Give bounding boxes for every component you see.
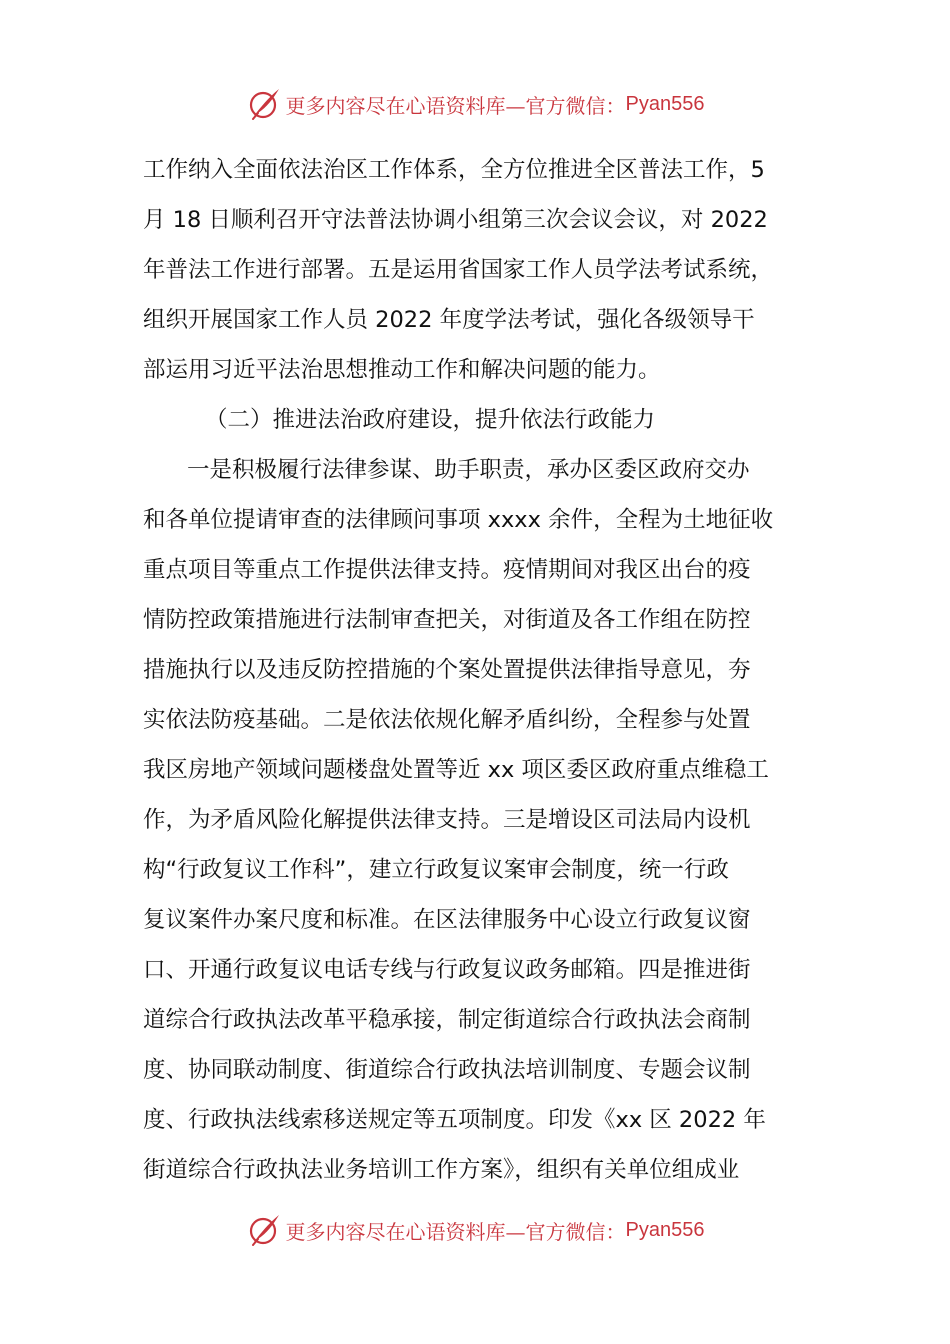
text-line: 度、行政执法线索移送规定等五项制度。印发《xx 区 2022 年 <box>143 1107 766 1133</box>
text-line: 重点项目等重点工作提供法律支持。疫情期间对我区出台的疫 <box>143 557 751 583</box>
text-line: 情防控政策措施进行法制审查把关，对街道及各工作组在防控 <box>143 607 751 633</box>
document-body <box>143 145 807 1195</box>
watermark-wechat-id: Pyan556 <box>625 92 705 115</box>
text-line: 一是积极履行法律参谋、助手职责，承办区委区政府交办 <box>187 457 750 483</box>
watermark-wechat-id: Pyan556 <box>625 1218 705 1241</box>
text-line: 部运用习近平法治思想推动工作和解决问题的能力。 <box>143 357 661 383</box>
quill-logo-icon <box>246 1212 282 1248</box>
header-watermark <box>0 84 950 124</box>
text-line: 年普法工作进行部署。五是运用省国家工作人员学法考试系统， <box>143 257 774 283</box>
text-line: 组织开展国家工作人员 2022 年度学法考试，强化各级领导干 <box>143 307 755 333</box>
watermark-text: 更多内容尽在心语资料库—官方微信： <box>285 1219 626 1244</box>
text-line: 口、开通行政复议电话专线与行政复议政务邮箱。四是推进街 <box>143 957 751 983</box>
text-line: 实依法防疫基础。二是依法依规化解矛盾纠纷，全程参与处置 <box>143 707 751 733</box>
text-line: 街道综合行政执法业务培训工作方案》，组织有关单位组成业 <box>143 1157 740 1183</box>
text-line: 复议案件办案尺度和标准。在区法律服务中心设立行政复议窗 <box>143 907 751 933</box>
footer-watermark <box>0 1210 950 1250</box>
text-line: 作，为矛盾风险化解提供法律支持。三是增设区司法局内设机 <box>143 807 751 833</box>
text-line: 度、协同联动制度、街道综合行政执法培训制度、专题会议制 <box>143 1057 751 1083</box>
text-line: 措施执行以及违反防控措施的个案处置提供法律指导意见，夯 <box>143 657 751 683</box>
quill-logo-icon <box>246 86 282 122</box>
text-line: 工作纳入全面依法治区工作体系，全方位推进全区普法工作，5 <box>143 157 765 183</box>
text-line: 我区房地产领域问题楼盘处置等近 xx 项区委区政府重点维稳工 <box>143 757 769 783</box>
section-heading: （二）推进法治政府建设，提升依法行政能力 <box>205 407 656 433</box>
watermark-text: 更多内容尽在心语资料库—官方微信： <box>285 93 626 118</box>
text-line: 构“行政复议工作科”，建立行政复议案审会制度，统一行政 <box>143 857 729 883</box>
text-line: 月 18 日顺利召开守法普法协调小组第三次会议会议，对 2022 <box>143 207 768 233</box>
text-line: 道综合行政执法改革平稳承接，制定街道综合行政执法会商制 <box>143 1007 751 1033</box>
text-line: 和各单位提请审查的法律顾问事项 xxxx 余件，全程为土地征收 <box>143 507 774 533</box>
